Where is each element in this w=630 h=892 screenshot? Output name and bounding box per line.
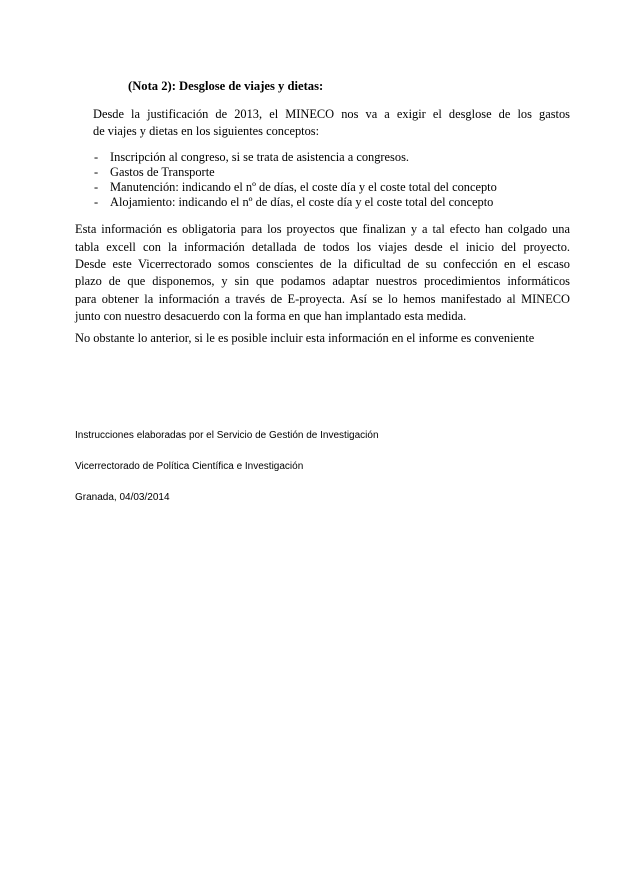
paragraph-line: Desde la justificación de 2013, el MINECO nos va a exigir el desglose de los gastos xyxy=(93,107,570,121)
list-item xyxy=(75,150,570,165)
footer-author-line: Instrucciones elaboradas por el Servicio de Gestión de Investigación xyxy=(75,430,379,442)
paragraph-line: junto con nuestro desacuerdo con la forma en que han implantado esta medida. xyxy=(75,308,467,323)
footer-office-line: Vicerrectorado de Política Científica e Investigación xyxy=(75,461,304,473)
paragraph-line: plazo de que disponemos, y sin que podamos adaptar nuestros procedimientos informáticos xyxy=(75,274,570,289)
list-item xyxy=(75,195,570,210)
intro-paragraph xyxy=(93,106,570,141)
bullet-text: Manutención: indicando el nº de días, el coste día y el coste total del concepto xyxy=(110,180,497,194)
closing-line: No obstante lo anterior, si le es posible incluir esta información en el informe es conveniente xyxy=(75,331,535,346)
note-heading: (Nota 2): Desglose de viajes y dietas: xyxy=(128,79,324,93)
paragraph-line: de viajes y dietas en los siguientes conceptos: xyxy=(93,124,320,139)
footer-date-line: Granada, 04/03/2014 xyxy=(75,492,170,504)
document-footer xyxy=(75,429,570,504)
bullet-text: Inscripción al congreso, si se trata de asistencia a congresos. xyxy=(110,149,409,164)
bullet-dash: - xyxy=(94,195,99,210)
concepts-list xyxy=(75,150,570,211)
bullet-dash: - xyxy=(94,164,99,179)
list-item xyxy=(75,180,570,195)
bullet-text: Gastos de Transporte xyxy=(110,164,215,179)
document-content xyxy=(75,78,570,522)
paragraph-line: Desde este Vicerrectorado somos conscientes de la dificultad de su confección en el escaso xyxy=(75,257,570,271)
list-item xyxy=(75,165,570,180)
paragraph-line: Esta información es obligatoria para los proyectos que finalizan y a tal efecto han colgado una xyxy=(75,222,570,237)
bullet-dash: - xyxy=(94,180,99,194)
info-paragraph xyxy=(75,221,570,325)
paragraph-line: para obtener la información a través de E-proyecta. Así se lo hemos manifestado al MINECO xyxy=(75,291,570,306)
bullet-text: Alojamiento: indicando el nº de días, el coste día y el coste total del concepto xyxy=(110,195,494,210)
bullet-dash: - xyxy=(94,149,99,164)
paragraph-line: tabla excell con la información detallada de todos los viajes desde el inicio del proyecto. xyxy=(75,239,570,254)
